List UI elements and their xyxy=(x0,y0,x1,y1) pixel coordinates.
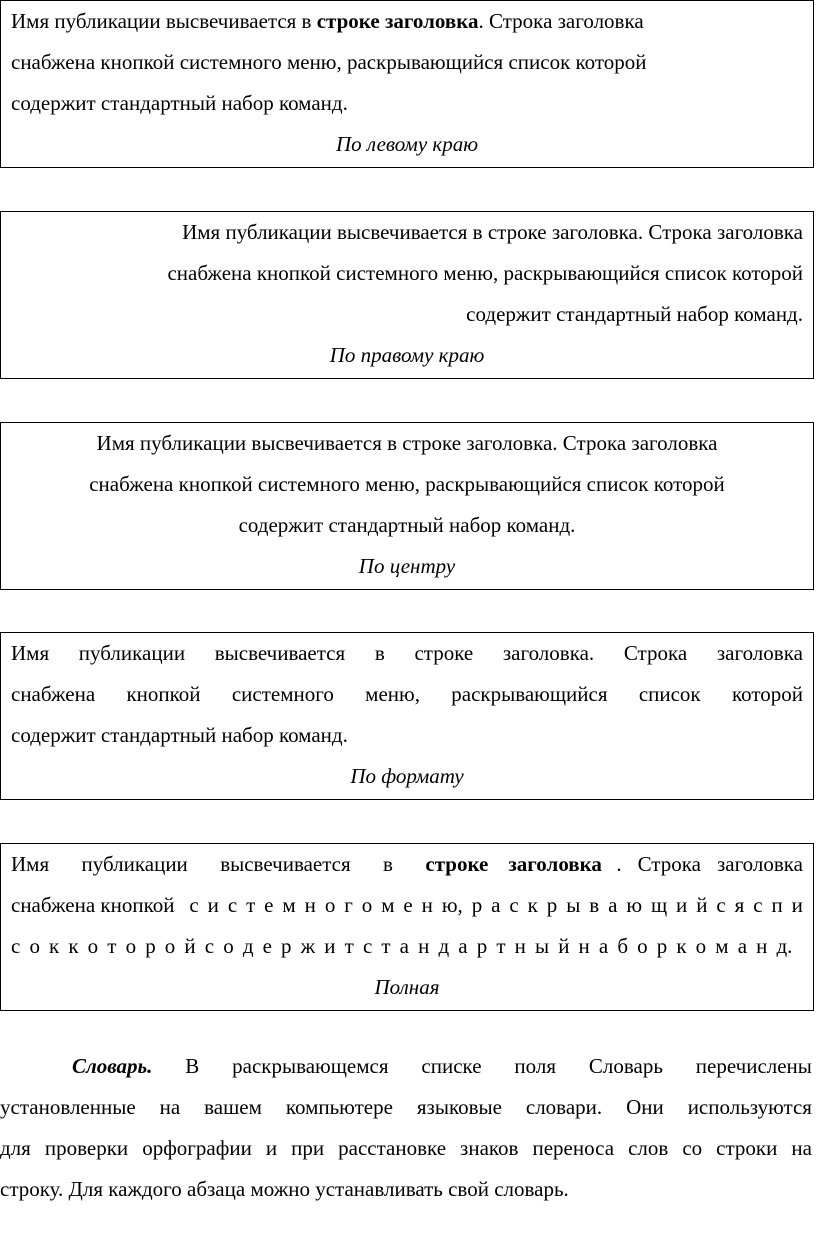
word: компьютере xyxy=(285,1095,393,1119)
word: ы xyxy=(566,893,581,917)
word: д. xyxy=(776,934,793,958)
box4-line2 xyxy=(11,674,803,715)
word: о xyxy=(29,934,40,958)
word: со xyxy=(682,1136,703,1160)
word: проверки xyxy=(44,1136,129,1160)
word: и xyxy=(791,893,803,917)
word: ы xyxy=(534,934,550,958)
box2-line1: Имя публикации высвечивается в строке заголовка. Строка заголовка xyxy=(182,220,803,244)
word: Строка xyxy=(637,852,701,876)
word: н xyxy=(756,934,768,958)
box1-line3: содержит стандартный набор команд. xyxy=(11,91,348,115)
word: н xyxy=(418,934,430,958)
word: н xyxy=(578,934,590,958)
box2-line3: содержит стандартный набор команд. xyxy=(466,302,803,326)
example-center-align xyxy=(0,422,814,590)
word: ю, xyxy=(441,893,463,917)
word: т xyxy=(344,934,354,958)
word: Имя xyxy=(11,641,50,665)
para-line2 xyxy=(0,1087,812,1128)
word: которой xyxy=(731,682,803,706)
word: перечислены xyxy=(695,1054,812,1078)
word: В xyxy=(185,1054,200,1078)
word: г xyxy=(344,893,353,917)
word: в xyxy=(374,641,385,665)
word: н xyxy=(421,893,433,917)
word: переноса xyxy=(532,1136,615,1160)
word: я xyxy=(734,893,745,917)
word: т xyxy=(246,893,256,917)
word: н xyxy=(304,893,316,917)
word: а xyxy=(737,934,748,958)
word: р xyxy=(476,934,488,958)
word: заголовка xyxy=(508,852,602,876)
word: для xyxy=(0,1136,31,1160)
word: на xyxy=(791,1136,812,1160)
word: строке xyxy=(425,852,489,876)
word: р xyxy=(145,934,156,958)
box5-line3 xyxy=(11,926,803,967)
word: д xyxy=(242,934,254,958)
word: строки xyxy=(716,1136,778,1160)
word: строке xyxy=(414,641,474,665)
word: вашем xyxy=(204,1095,262,1119)
box1-line2: снабжена кнопкой системного меню, раскрывающийся список которой xyxy=(11,50,647,74)
box2-line2: снабжена кнопкой системного меню, раскрывающийся список которой xyxy=(167,261,803,285)
word: й xyxy=(696,893,708,917)
word: а xyxy=(399,934,409,958)
box5-line1 xyxy=(11,844,803,885)
word: а xyxy=(458,934,468,958)
dictionary-paragraph xyxy=(0,1046,812,1210)
word: ж xyxy=(300,934,316,958)
word: заголовка xyxy=(716,641,803,665)
word: высвечивается xyxy=(214,641,346,665)
word: заголовка xyxy=(716,852,803,876)
word: к xyxy=(49,934,60,958)
word: Строка xyxy=(623,641,688,665)
word: расстановке xyxy=(338,1136,447,1160)
word: м xyxy=(381,893,395,917)
word: й xyxy=(558,934,570,958)
word: о xyxy=(637,934,648,958)
box5-line2-start: снабжена кнопкой xyxy=(11,893,175,917)
word: Имя xyxy=(11,852,50,876)
box5-bold xyxy=(425,844,602,885)
word: о xyxy=(125,934,137,958)
word: установленные xyxy=(0,1095,136,1119)
word: Словарь xyxy=(588,1054,663,1078)
word: публикации xyxy=(81,852,188,876)
word: Они xyxy=(626,1095,664,1119)
box1-line1: Имя публикации высвечивается в строке заголовка. Строка заголовка xyxy=(11,9,644,33)
caption-left: По левому краю xyxy=(335,132,479,156)
word: заголовка. xyxy=(502,641,595,665)
box3-line1: Имя публикации высвечивается в строке заголовка. Строка заголовка xyxy=(96,431,718,455)
box5-line2 xyxy=(11,885,803,926)
example-left-align xyxy=(0,0,814,168)
word: кнопкой xyxy=(126,682,201,706)
example-justify xyxy=(0,632,814,800)
term-slovar: Словарь. xyxy=(72,1054,153,1078)
word: т xyxy=(381,934,391,958)
word: п xyxy=(771,893,783,917)
word: р xyxy=(656,934,668,958)
word: о xyxy=(695,934,707,958)
example-full-distribute xyxy=(0,843,814,1011)
word: н xyxy=(514,934,526,958)
word: с xyxy=(362,934,373,958)
word: о xyxy=(324,893,336,917)
caption-right: По правому краю xyxy=(329,343,485,367)
word: м xyxy=(282,893,296,917)
word: и xyxy=(324,934,336,958)
word: в xyxy=(383,852,393,876)
example-right-align xyxy=(0,211,814,379)
word: системного xyxy=(231,682,334,706)
word: в xyxy=(589,893,600,917)
word: к xyxy=(676,934,687,958)
word: ю xyxy=(626,893,643,917)
word: с xyxy=(227,893,238,917)
word: с xyxy=(204,934,215,958)
word: а xyxy=(491,893,501,917)
word: с xyxy=(189,893,199,917)
word: м xyxy=(715,934,729,958)
word: с xyxy=(509,893,519,917)
word: орфографии xyxy=(142,1136,252,1160)
word: высвечивается xyxy=(220,852,351,876)
word: с xyxy=(753,893,763,917)
word: с xyxy=(716,893,726,917)
caption-justify: По формату xyxy=(350,764,464,788)
caption-center: По центру xyxy=(358,554,456,578)
box3-line2: снабжена кнопкой системного меню, раскрывающийся список которой xyxy=(89,472,725,496)
word: и xyxy=(265,1136,278,1160)
word: к xyxy=(527,893,538,917)
word: е xyxy=(403,893,413,917)
word: с xyxy=(11,934,21,958)
word: при xyxy=(291,1136,325,1160)
box4-line3: содержит стандартный набор команд. xyxy=(11,723,348,747)
word: и xyxy=(676,893,688,917)
box1-bold: строке заголовка xyxy=(316,9,479,33)
box5-post xyxy=(616,844,803,885)
word: е xyxy=(262,934,272,958)
word: т xyxy=(496,934,506,958)
word: а xyxy=(598,934,609,958)
word: р xyxy=(471,893,483,917)
word: т xyxy=(107,934,117,958)
word: р xyxy=(281,934,292,958)
word: к xyxy=(68,934,79,958)
word: снабжена xyxy=(11,682,96,706)
word: публикации xyxy=(78,641,186,665)
word: о xyxy=(87,934,99,958)
word: раскрывающийся xyxy=(451,682,608,706)
box3-line3: содержит стандартный набор команд. xyxy=(238,513,576,537)
word: на xyxy=(159,1095,181,1119)
word: р xyxy=(546,893,558,917)
word: . xyxy=(616,852,622,876)
word: раскрывающемся xyxy=(232,1054,389,1078)
word: щ xyxy=(650,893,668,917)
word: словари. xyxy=(525,1095,603,1119)
word: меню, xyxy=(365,682,420,706)
word: языковые xyxy=(416,1095,502,1119)
para-line3 xyxy=(0,1128,812,1169)
word: а xyxy=(608,893,618,917)
word: о xyxy=(361,893,373,917)
word: списке xyxy=(421,1054,482,1078)
para-line1 xyxy=(0,1046,812,1087)
word: список xyxy=(638,682,701,706)
word: й xyxy=(184,934,196,958)
word: б xyxy=(617,934,629,958)
word: е xyxy=(264,893,274,917)
para-line4: строку. Для каждого абзаца можно устанавливать свой словарь. xyxy=(0,1177,569,1201)
word: и xyxy=(207,893,219,917)
word: слов xyxy=(628,1136,669,1160)
word: д xyxy=(438,934,450,958)
caption-full: Полная xyxy=(374,975,440,999)
word: используются xyxy=(687,1095,812,1119)
word: о xyxy=(164,934,176,958)
word: о xyxy=(223,934,234,958)
word: поля xyxy=(514,1054,556,1078)
box4-line1 xyxy=(11,633,803,674)
word: знаков xyxy=(460,1136,519,1160)
